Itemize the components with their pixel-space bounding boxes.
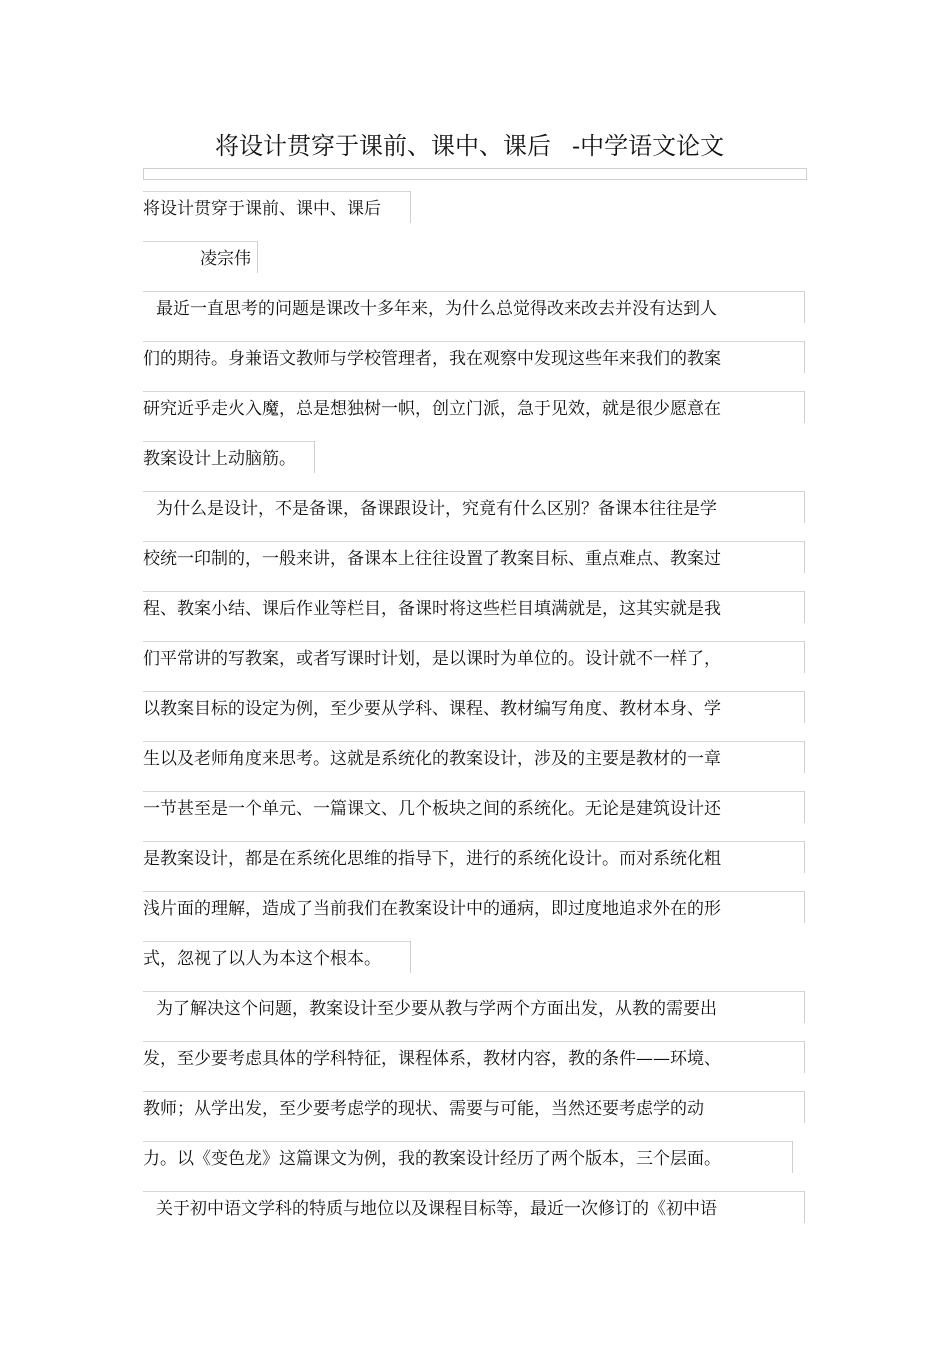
frame-line [410,941,411,973]
title-suffix: -中学语文论文 [572,132,725,160]
frame-line [143,791,805,792]
frame-line [314,441,315,473]
frame-line [143,1091,805,1092]
title-main: 将设计贯穿于课前、课中、课后 [215,132,551,160]
subtitle: 将设计贯穿于课前、课中、课后 [143,199,381,219]
body-line: 最近一直思考的问题是课改十多年来，为什么总觉得改来改去并没有达到人 [156,299,717,319]
frame-line [804,291,805,323]
frame-line [143,541,805,542]
frame-line [143,991,805,992]
frame-line [804,741,805,773]
frame-line [804,691,805,723]
frame-line [804,591,805,623]
body-line: 以教案目标的设定为例，至少要从学科、课程、教材编写角度、教材本身、学 [143,699,721,719]
frame-line [804,791,805,823]
frame-line [143,1041,805,1042]
body-line: 教案设计上动脑筋。 [143,449,296,469]
title-divider [143,168,807,180]
body-line: 关于初中语文学科的特质与地位以及课程目标等，最近一次修订的《初中语 [156,1199,717,1219]
author: 凌宗伟 [200,249,251,269]
body-line: 式，忽视了以人为本这个根本。 [143,949,381,969]
body-line: 教师；从学出发，至少要考虑学的现状、需要与可能，当然还要考虑学的动 [143,1099,704,1119]
frame-line [143,491,805,492]
frame-line [792,1141,793,1173]
body-line: 为什么是设计，不是备课，备课跟设计，究竟有什么区别？备课本往往是学 [156,499,717,519]
body-line: 校统一印制的，一般来讲，备课本上往往设置了教案目标、重点难点、教案过 [143,549,721,569]
frame-line [143,741,805,742]
frame-line [143,441,315,442]
frame-line [804,991,805,1023]
frame-line [257,241,258,273]
body-line: 程、教案小结、课后作业等栏目，备课时将这些栏目填满就是，这其实就是我 [143,599,721,619]
frame-line [143,891,805,892]
frame-line [143,941,411,942]
frame-line [143,1141,793,1142]
frame-line [804,391,805,423]
frame-line [143,691,805,692]
frame-line [804,491,805,523]
body-line: 浅片面的理解，造成了当前我们在教案设计中的通病，即过度地追求外在的形 [143,899,721,919]
body-line: 生以及老师角度来思考。这就是系统化的教案设计，涉及的主要是教材的一章 [143,749,721,769]
body-line: 们的期待。身兼语文教师与学校管理者，我在观察中发现这些年来我们的教案 [143,349,721,369]
frame-line [804,341,805,373]
frame-line [143,1191,805,1192]
frame-line [143,591,805,592]
frame-line [143,191,411,192]
body-line: 研究近乎走火入魔，总是想独树一帜，创立门派，急于见效，就是很少愿意在 [143,399,721,419]
frame-line [804,841,805,873]
frame-line [804,1041,805,1073]
frame-line [143,641,805,642]
frame-line [804,1191,805,1223]
frame-line [804,541,805,573]
frame-line [143,391,805,392]
body-line: 为了解决这个问题，教案设计至少要从教与学两个方面出发，从教的需要出 [156,999,717,1019]
body-line: 发，至少要考虑具体的学科特征，课程体系，教材内容，教的条件——环境、 [143,1049,721,1069]
frame-line [804,891,805,923]
body-line: 力。以《变色龙》这篇课文为例，我的教案设计经历了两个版本，三个层面。 [143,1149,721,1169]
frame-line [143,291,805,292]
frame-line [143,341,805,342]
frame-line [410,191,411,223]
frame-line [143,241,258,242]
frame-line [804,641,805,673]
frame-line [143,841,805,842]
body-line: 是教案设计，都是在系统化思维的指导下，进行的系统化设计。而对系统化粗 [143,849,721,869]
body-line: 们平常讲的写教案，或者写课时计划，是以课时为单位的。设计就不一样了， [143,649,721,669]
frame-line [804,1091,805,1123]
body-line: 一节甚至是一个单元、一篇课文、几个板块之间的系统化。无论是建筑设计还 [143,799,721,819]
